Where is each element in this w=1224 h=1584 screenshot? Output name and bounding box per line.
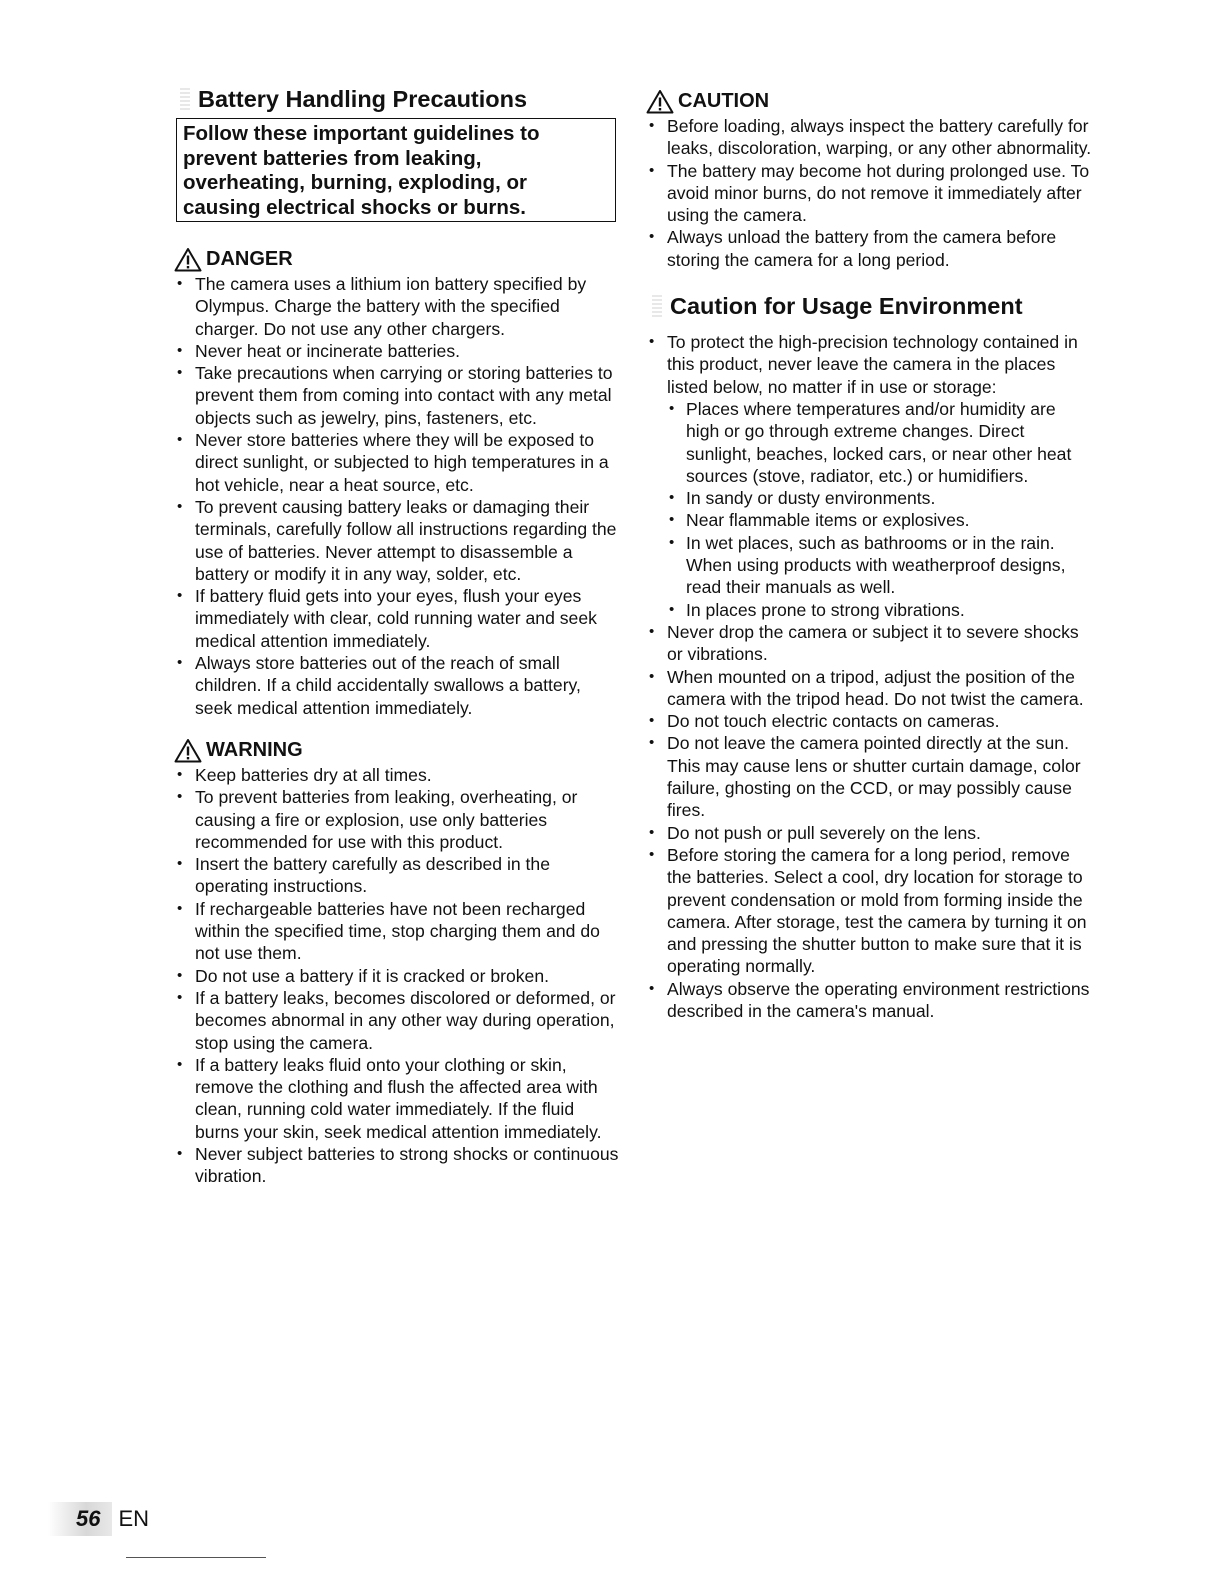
list-item: • In places prone to strong vibrations. xyxy=(669,599,965,620)
list-item: • Near flammable items or explosives. xyxy=(669,510,970,531)
list-item: • Before loading, always inspect the battery carefully for leaks, discoloration, warping, or any other abnormality. xyxy=(649,116,1092,159)
page-footer xyxy=(48,1502,149,1536)
list-item: • The battery may become hot during prolonged use. To avoid minor burns, do not remove it immediately after using the camera. xyxy=(649,160,1090,226)
right-column xyxy=(644,88,1092,1022)
list-item: • Before storing the camera for a long period, remove the batteries. Select a cool, dry location for storage to prevent condensation or mold from forming inside the camera. After storage, test the camera by turning it on and pressing the shutter button to make sure that it is operating normally. xyxy=(649,844,1087,977)
list-item: • When mounted on a tripod, adjust the position of the camera with the tripod head. Do not twist the camera. xyxy=(649,666,1084,709)
left-column xyxy=(172,84,620,1188)
list-item: • If battery fluid gets into your eyes, flush your eyes immediately with clear, cold running water and seek medical attention immediately. xyxy=(177,586,597,651)
danger-heading: DANGER xyxy=(174,246,620,272)
usage-environment-heading: Caution for Usage Environment xyxy=(644,291,1092,321)
list-item: • Never subject batteries to strong shocks or continuous vibration. xyxy=(177,1143,619,1187)
warning-heading: WARNING xyxy=(174,737,620,763)
list-item: • Never heat or incinerate batteries. xyxy=(177,340,461,361)
list-item: • Insert the battery carefully as described in the operating instructions. xyxy=(177,854,550,897)
list-item: • In wet places, such as bathrooms or in the rain. When using products with weatherproof designs, read their manuals as well. xyxy=(669,532,1066,598)
list-item: • Do not leave the camera pointed directly at the sun. This may cause lens or shutter curtain damage, color failure, ghosting on the CCD, or may possibly cause fires. xyxy=(649,733,1081,821)
list-item: • To prevent causing battery leaks or damaging their terminals, carefully follow all instructions regarding the use of batteries. Never attempt to disassemble a battery or modify it in any way, solder, etc. xyxy=(177,496,617,584)
list-item: • Places where temperatures and/or humidity are high or go through extreme changes. Direct sunlight, beaches, locked cars, or near other heat sources (stove, radiator, etc.) or humidifiers. xyxy=(669,398,1072,486)
list-item: • Do not touch electric contacts on cameras. xyxy=(649,711,1000,732)
danger-list xyxy=(172,273,620,719)
heading-marker xyxy=(652,295,662,319)
page-number: 56 xyxy=(48,1502,112,1536)
caution-heading: CAUTION xyxy=(646,88,1092,114)
footer-rule xyxy=(126,1557,266,1558)
list-item: • Take precautions when carrying or storing batteries to prevent them from coming into contact with any metal objects such as jewelry, pins, fasteners, etc. xyxy=(177,363,613,428)
language-code: EN xyxy=(118,1506,150,1531)
notice-box: Follow these important guidelines to prevent batteries from leaking, overheating, burning, exploding, or causing electrical shocks or burns. xyxy=(176,118,616,222)
list-item: • If a battery leaks fluid onto your clothing or skin, remove the clothing and flush the affected area with clean, running cold water immediately. If the fluid burns your skin, seek medical attention immediately. xyxy=(177,1054,602,1142)
list-item: • Always observe the operating environment restrictions described in the camera's manual. xyxy=(649,978,1090,1021)
list-item: • Always store batteries out of the reach of small children. If a child accidentally swallows a battery, seek medical attention immediately. xyxy=(177,653,581,718)
list-item: • To protect the high-precision technology contained in this product, never leave the camera in the places listed below, no matter if in use or storage: • Places where temperatures and/or humidity are high or go through extreme changes. Direct sunlight, beaches, locked cars, or near other heat sources (stove, radiator, etc.) or humidifiers. • In sandy or dusty environments. • Near flammable items or explosives. • In wet places, such as bathrooms or in the rain. When using products with weatherproof designs, read their manuals as well. • In places prone to strong vibrations. xyxy=(644,331,1092,621)
warning-triangle-icon xyxy=(174,247,202,272)
warning-triangle-icon xyxy=(174,738,202,763)
list-item: • In sandy or dusty environments. xyxy=(669,488,936,509)
list-item: • Never store batteries where they will be exposed to direct sunlight, or subjected to high temperatures in a hot vehicle, near a heat source, etc. xyxy=(177,430,609,495)
list-item: • Never drop the camera or subject it to severe shocks or vibrations. xyxy=(649,621,1079,665)
list-item: • If rechargeable batteries have not been recharged within the specified time, stop charging them and do not use them. xyxy=(177,898,600,964)
list-item: • To prevent batteries from leaking, overheating, or causing a fire or explosion, use only batteries recommended for use with this product. xyxy=(177,787,578,852)
caution-list xyxy=(644,115,1092,271)
list-item: • Do not use a battery if it is cracked or broken. xyxy=(177,965,549,986)
list-item: • Always unload the battery from the camera before storing the camera for a long period. xyxy=(649,227,1057,270)
warning-triangle-icon xyxy=(646,89,674,114)
environment-list xyxy=(644,331,1092,1022)
warning-list xyxy=(172,764,620,1188)
list-item: • Do not push or pull severely on the lens. xyxy=(649,822,981,843)
list-item: • The camera uses a lithium ion battery specified by Olympus. Charge the battery with the specified charger. Do not use any other chargers. xyxy=(177,274,587,339)
heading-marker xyxy=(180,88,190,112)
places-sublist xyxy=(667,398,1092,621)
battery-precautions-heading: Battery Handling Precautions xyxy=(172,84,620,114)
list-item: • Keep batteries dry at all times. xyxy=(177,764,432,785)
list-item: • If a battery leaks, becomes discolored or deformed, or becomes abnormal in any other way during operation, stop using the camera. xyxy=(177,987,616,1053)
